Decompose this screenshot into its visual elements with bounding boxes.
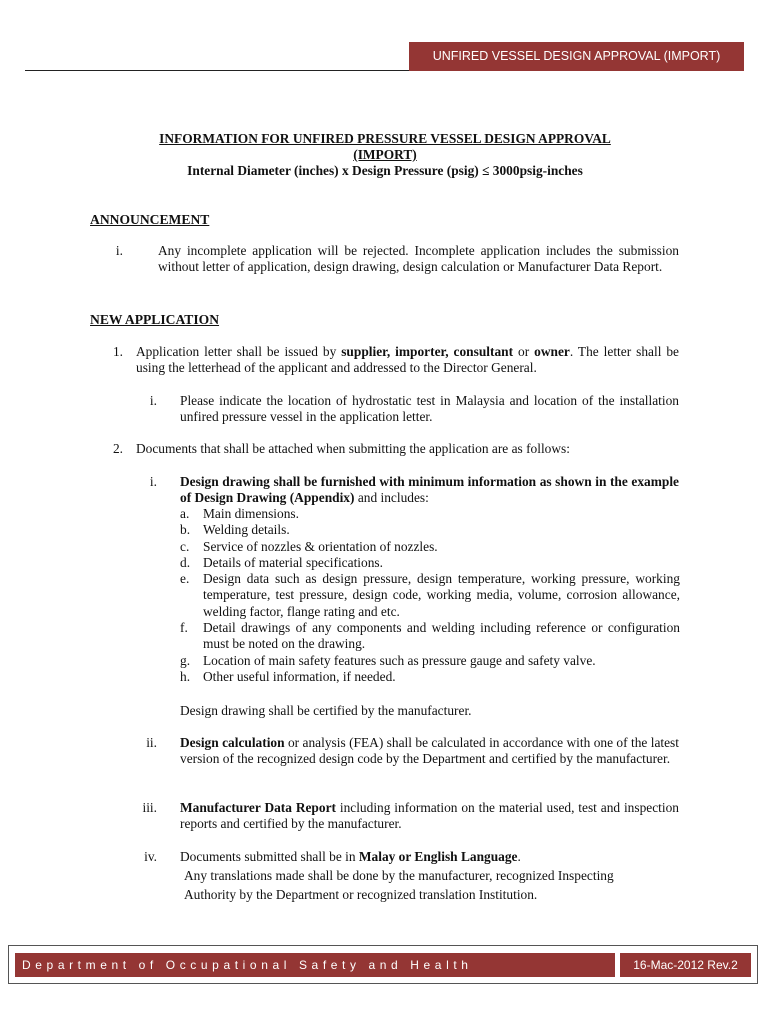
document-title-sub: (IMPORT) [353, 147, 417, 162]
header-rule [25, 70, 409, 71]
list-item: b. Welding details. [180, 522, 290, 538]
list-item: c. Service of nozzles & orientation of nozzles. [180, 538, 438, 554]
sub-iii-text: Manufacturer Data Report including information on the material used, test and inspection reports and certified by the manufacturer. [180, 800, 679, 832]
announcement-heading: ANNOUNCEMENT [90, 212, 210, 227]
document-title: INFORMATION FOR UNFIRED PRESSURE VESSEL DESIGN APPROVAL [159, 131, 611, 146]
item1-sub-marker: i. [149, 393, 157, 408]
announcement-marker: i. [115, 243, 123, 258]
header-banner: UNFIRED VESSEL DESIGN APPROVAL (IMPORT) [409, 42, 744, 71]
sub-iii-marker: iii. [142, 800, 157, 815]
list-item: a. Main dimensions. [180, 506, 299, 521]
new-application-heading: NEW APPLICATION [90, 312, 220, 327]
sub-iv-line3: Authority by the Department or recognized translation Institution. [184, 887, 538, 902]
sub-i-intro: Design drawing shall be furnished with minimum information as shown in the example of Design Drawing (Appendix) and includes: [180, 474, 679, 506]
announcement-text: Any incomplete application will be rejected. Incomplete application includes the submission without letter of application, design drawing, design calculation or Manufacturer Data Report. [158, 243, 679, 275]
sub-iv-marker: iv. [144, 849, 157, 864]
footer-department: Department of Occupational Safety and Health [15, 953, 615, 977]
sub-iv-line2: Any translations made shall be done by the manufacturer, recognized Inspecting [184, 868, 614, 883]
footer-revision: 16-Mac-2012 Rev.2 [620, 953, 751, 977]
list-item: g. Location of main safety features such as pressure gauge and safety valve. [180, 652, 596, 668]
sub-ii-text: Design calculation or analysis (FEA) shall be calculated in accordance with one of the latest version of the recognized design code by the Department and certified by the manufacturer. [180, 735, 679, 767]
certified-note: Design drawing shall be certified by the manufacturer. [180, 703, 472, 718]
list-item: f. Detail drawings of any components and welding including reference or configuration must be noted on the drawing. [180, 620, 680, 652]
item1-marker: 1. [112, 344, 123, 359]
item1-text: Application letter shall be issued by supplier, importer, consultant or owner. The letter shall be using the letterhead of the applicant and addressed to the Director General. [136, 344, 679, 376]
sub-i-marker: i. [149, 474, 157, 489]
item1-sub-text: Please indicate the location of hydrostatic test in Malaysia and location of the installation unfired pressure vessel in the application letter. [180, 393, 679, 425]
list-item: h. Other useful information, if needed. [180, 668, 396, 684]
sub-iv-text: Documents submitted shall be in Malay or English Language. [180, 849, 521, 864]
item2-marker: 2. [112, 441, 123, 456]
sub-ii-marker: ii. [146, 735, 157, 750]
drawing-requirements-list [180, 506, 680, 685]
list-item: d. Details of material specifications. [180, 554, 383, 570]
item2-text: Documents that shall be attached when submitting the application are as follows: [136, 441, 570, 456]
formula-line: Internal Diameter (inches) x Design Pressure (psig) ≤ 3000psig-inches [187, 163, 583, 178]
list-item: e. Design data such as design pressure, design temperature, working pressure, working temperature, test pressure, design code, working media, volume, corrosion allowance, welding factor, flange rating and etc. [180, 571, 680, 619]
